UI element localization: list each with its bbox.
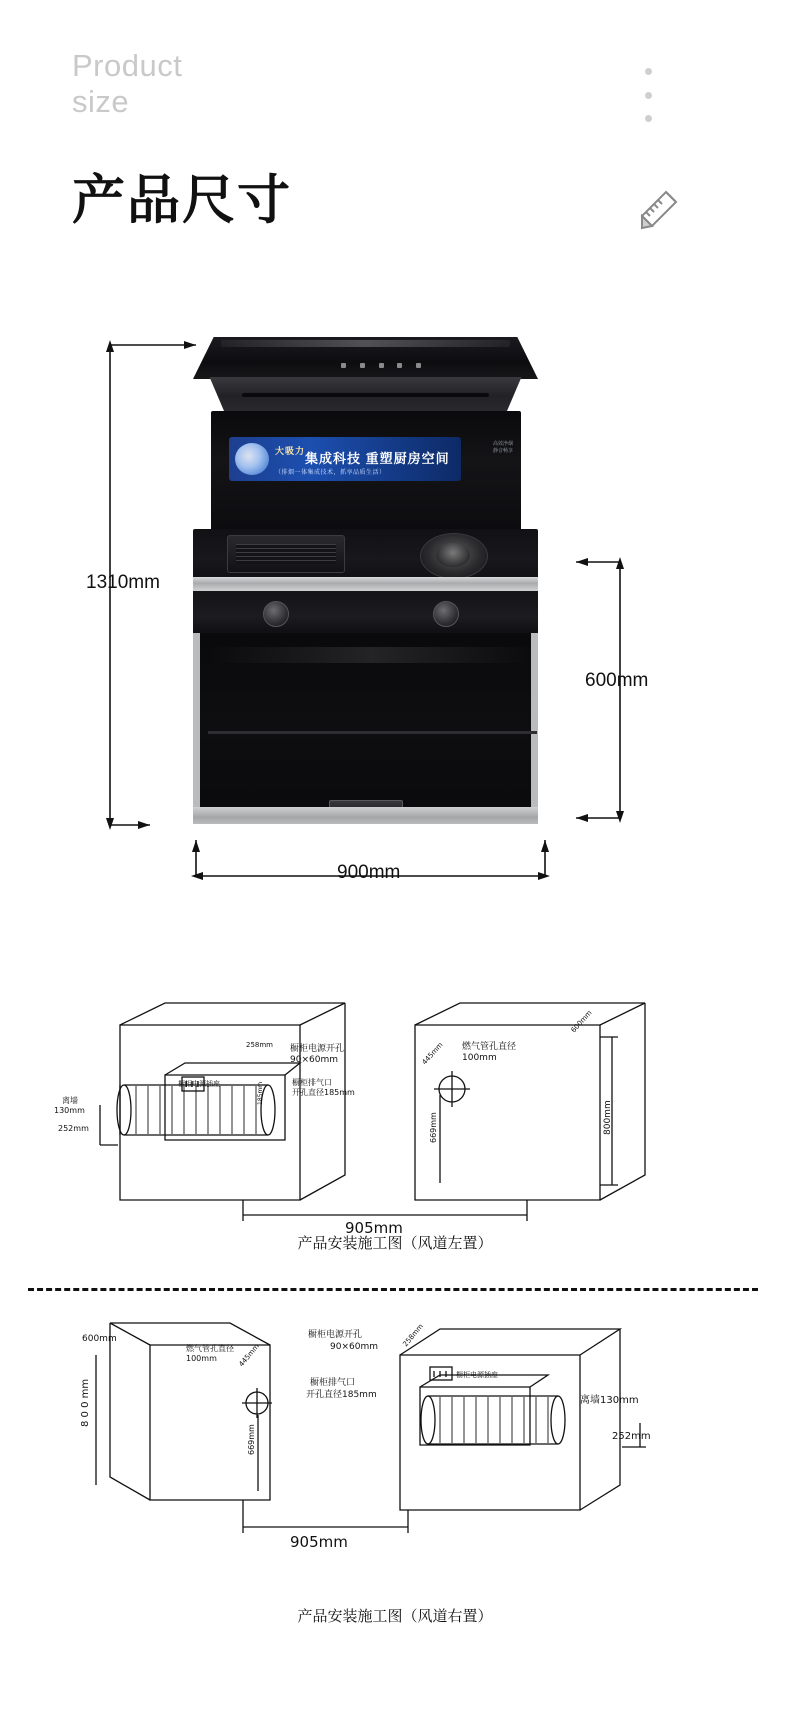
label-dim-185: 185mm: [257, 1081, 264, 1105]
label-gas-hole: 燃气管孔直径: [462, 1042, 517, 1052]
label2-gas-hole-size: 100mm: [186, 1354, 217, 1363]
section-divider: [28, 1288, 758, 1291]
label2-power-socket: 橱柜电源插座: [456, 1371, 498, 1379]
english-title: [72, 48, 292, 120]
label-exhaust-port: 橱柜排气口: [292, 1078, 332, 1087]
caption-left-duct: 产品安装施工图（风道左置）: [297, 1234, 493, 1252]
label2-gas-hole: 燃气管孔直径: [186, 1344, 234, 1353]
brand-swirl-icon: [235, 443, 269, 475]
badge-slogan-main: 集成科技 重塑厨房空间: [305, 451, 450, 466]
install-diagram-right-duct: [0, 1295, 790, 1595]
grill-plate: [227, 535, 345, 573]
backsplash-right-note: 高效净烟 静音畅享: [492, 441, 513, 454]
control-knob-left[interactable]: [263, 601, 289, 627]
cabinet-gloss: [210, 647, 535, 663]
label-dim-669: 669mm: [429, 1112, 438, 1143]
label-gas-hole-size: 100mm: [462, 1053, 497, 1063]
label2-exhaust-diameter: 开孔直径185mm: [306, 1390, 377, 1400]
knob-panel: [193, 591, 538, 635]
pencil-ruler-icon: [636, 186, 682, 232]
grill-lines: [236, 544, 336, 564]
english-title-line2: size: [72, 84, 130, 119]
hood-control-dots: [341, 363, 421, 369]
label-power-hole: 橱柜电源开孔: [290, 1044, 345, 1054]
badge-slogan-sub: （排烟一体集成技术，抓享品质生活）: [275, 470, 386, 476]
backsplash-panel: [211, 411, 521, 533]
label-exhaust-diameter: 开孔直径185mm: [292, 1088, 355, 1097]
label2-exhaust-port: 橱柜排气口: [310, 1378, 356, 1388]
gas-burner: [420, 533, 486, 577]
hood-intake-slot: [242, 393, 489, 397]
control-knob-right[interactable]: [433, 601, 459, 627]
page-header: [0, 0, 790, 300]
dimension-width-label: 900mm: [337, 862, 401, 883]
label2-dim-258: 258mm: [401, 1322, 425, 1349]
dimension-depth-label: 600mm: [585, 670, 649, 691]
label2-dim-445: 445mm: [237, 1342, 261, 1369]
label2-wall-distance: 离墙130mm: [580, 1395, 639, 1406]
label-wall-distance-value: 130mm: [54, 1106, 85, 1115]
caption-right-duct: 产品安装施工图（风道右置）: [297, 1607, 493, 1625]
label2-power-hole-size: 90×60mm: [330, 1342, 378, 1352]
brand-badge: [229, 437, 461, 481]
label2-power-hole: 橱柜电源开孔: [308, 1330, 363, 1340]
page-title: 产品尺寸: [72, 170, 292, 231]
label-dim-258: 258mm: [246, 1041, 273, 1049]
label2-dim-800: 8 0 0 mm: [80, 1378, 91, 1427]
vertical-dots-icon[interactable]: [644, 68, 652, 122]
hood-top-highlight: [221, 340, 511, 347]
label-dim-905: 905mm: [345, 1219, 403, 1237]
label-dim-252: 252mm: [58, 1124, 89, 1133]
badge-line-top: 大吸力: [275, 446, 306, 456]
steel-trim-band: [193, 577, 538, 591]
label2-dim-252: 252mm: [612, 1431, 651, 1442]
dimension-height-label: 1310mm: [86, 572, 160, 593]
label-power-hole-size: 90×60mm: [290, 1055, 338, 1065]
integrated-cooker-illustration: [193, 337, 538, 824]
label-power-socket: 橱柜电源插座: [178, 1080, 220, 1088]
hood-body: [203, 377, 528, 415]
burner-cap: [436, 543, 470, 567]
label-dim-445: 445mm: [420, 1040, 445, 1067]
english-title-line1: Product: [72, 48, 183, 83]
base-plinth: [193, 807, 538, 824]
label-dim-600: 600mm: [569, 1008, 594, 1035]
label-wall-distance: 离墙: [62, 1096, 78, 1105]
cabinet-doors: [193, 633, 538, 824]
cabinet-divider: [208, 731, 537, 734]
product-photo-area: [0, 300, 790, 940]
label2-dim-905: 905mm: [290, 1533, 348, 1551]
hood-top-panel: [193, 337, 538, 379]
label-dim-800: 800mm: [603, 1100, 613, 1135]
label2-dim-669: 669mm: [247, 1424, 256, 1455]
label2-dim-600: 600mm: [82, 1334, 117, 1344]
